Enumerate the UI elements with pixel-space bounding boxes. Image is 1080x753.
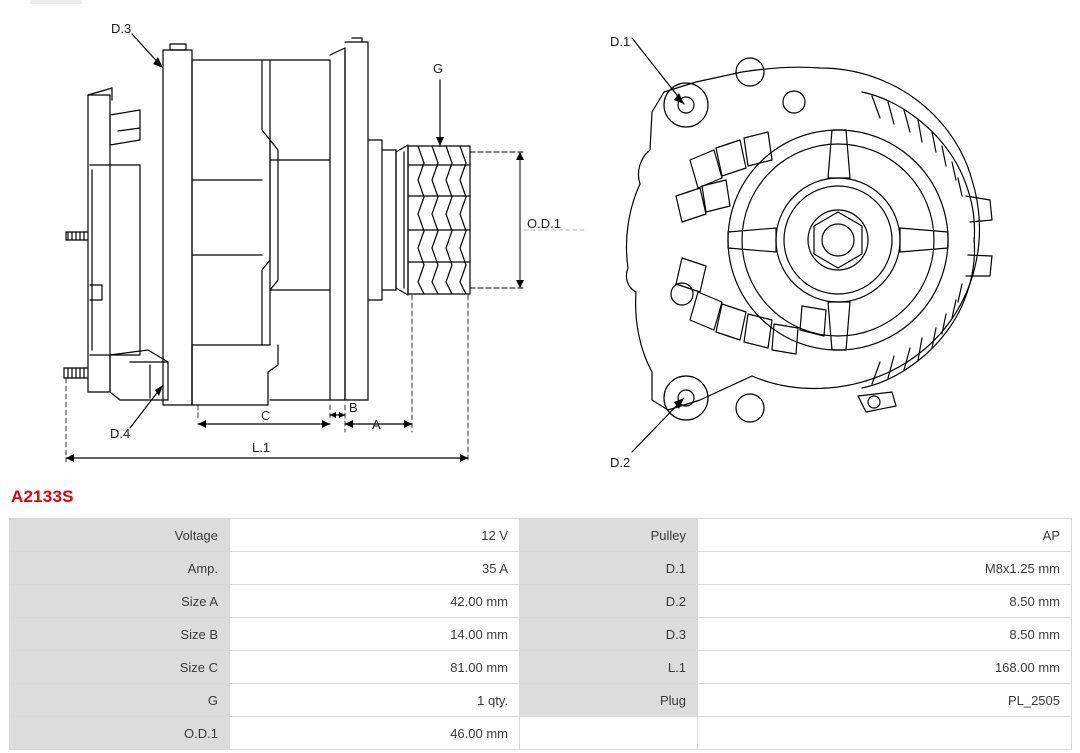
spec-key: Size B <box>10 618 230 651</box>
spec-value: 81.00 mm <box>230 651 520 684</box>
spec-empty-cell <box>698 717 1072 750</box>
table-row <box>10 618 1072 651</box>
spec-value: M8x1.25 mm <box>698 552 1072 585</box>
spec-value: 1 qty. <box>230 684 520 717</box>
spec-value: 168.00 mm <box>698 651 1072 684</box>
spec-value: 14.00 mm <box>230 618 520 651</box>
spec-value: 12 V <box>230 519 520 552</box>
spec-key: D.2 <box>520 585 698 618</box>
label-d3: D.3 <box>111 21 132 36</box>
table-row <box>10 684 1072 717</box>
spec-key: D.3 <box>520 618 698 651</box>
spec-key: O.D.1 <box>10 717 230 750</box>
spec-value: PL_2505 <box>698 684 1072 717</box>
part-number: A2133S <box>11 487 74 506</box>
spec-key: Amp. <box>10 552 230 585</box>
spec-key: Pulley <box>520 519 698 552</box>
spec-value: AP <box>698 519 1072 552</box>
label-od1: O.D.1 <box>527 216 561 231</box>
spec-value: 42.00 mm <box>230 585 520 618</box>
label-l1: L.1 <box>252 440 271 455</box>
label-b: B <box>349 400 358 415</box>
label-c: C <box>261 408 271 423</box>
label-g: G <box>433 61 444 76</box>
table-row <box>10 519 1072 552</box>
spec-key: Size A <box>10 585 230 618</box>
label-d4: D.4 <box>110 426 131 441</box>
spec-empty-cell <box>520 717 698 750</box>
spec-key: Voltage <box>10 519 230 552</box>
spec-value: 46.00 mm <box>230 717 520 750</box>
spec-key: Size C <box>10 651 230 684</box>
spec-value: 8.50 mm <box>698 618 1072 651</box>
table-row <box>10 651 1072 684</box>
spec-key: D.1 <box>520 552 698 585</box>
spec-key: G <box>10 684 230 717</box>
spec-key: L.1 <box>520 651 698 684</box>
label-d2: D.2 <box>610 455 631 470</box>
label-d1: D.1 <box>610 34 631 49</box>
spec-key: Plug <box>520 684 698 717</box>
label-a: A <box>372 417 381 432</box>
table-row <box>10 717 1072 750</box>
spec-value: 8.50 mm <box>698 585 1072 618</box>
table-row <box>10 585 1072 618</box>
table-row <box>10 552 1072 585</box>
specifications-table <box>9 518 1072 750</box>
spec-value: 35 A <box>230 552 520 585</box>
